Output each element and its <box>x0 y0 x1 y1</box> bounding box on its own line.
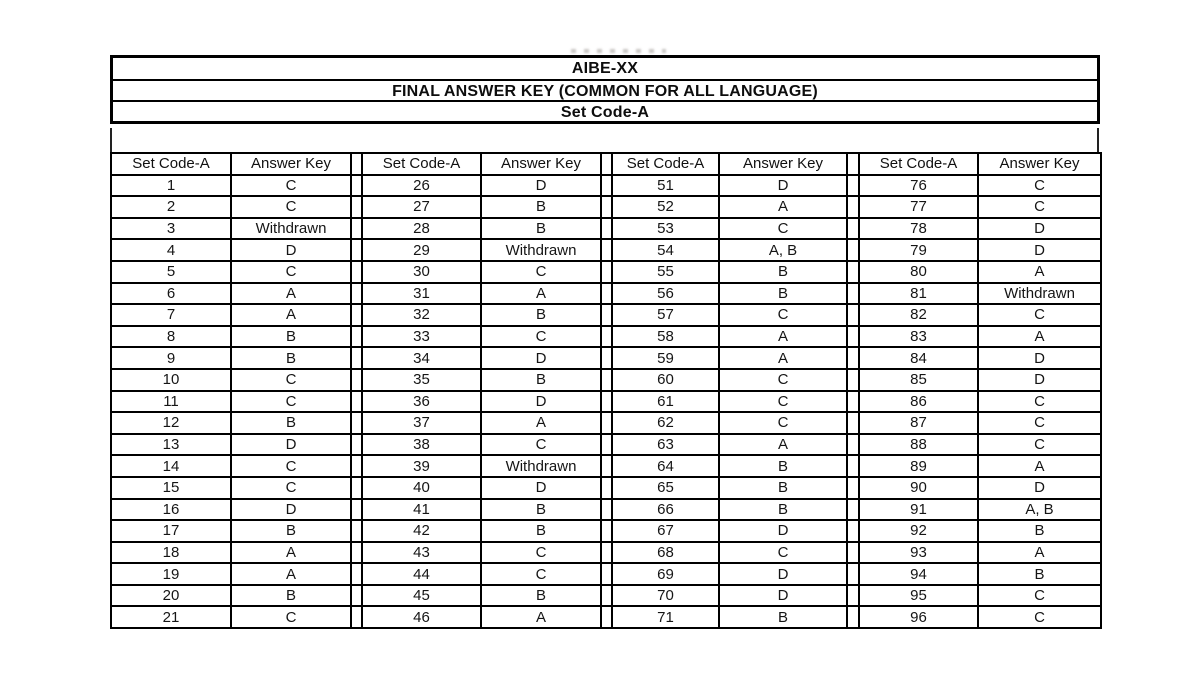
question-number-cell: 8 <box>111 326 231 348</box>
question-number-cell: 92 <box>859 520 978 542</box>
answer-table-header <box>111 153 1101 175</box>
answer-key-cell: A <box>231 542 351 564</box>
group-separator <box>351 218 362 240</box>
group-separator <box>847 412 859 434</box>
question-number-cell: 60 <box>612 369 719 391</box>
answer-row <box>111 261 1101 283</box>
answer-key-cell: C <box>481 563 601 585</box>
answer-key-cell: A <box>231 563 351 585</box>
question-number-cell: 67 <box>612 520 719 542</box>
question-number-cell: 11 <box>111 391 231 413</box>
group-separator <box>601 326 612 348</box>
header-row <box>111 153 1101 175</box>
answer-key-cell: C <box>231 477 351 499</box>
answer-key-cell: A <box>719 196 847 218</box>
answer-key-cell: D <box>978 369 1101 391</box>
question-number-cell: 36 <box>362 391 481 413</box>
question-number-cell: 19 <box>111 563 231 585</box>
group-separator <box>847 477 859 499</box>
answer-key-cell: B <box>231 585 351 607</box>
group-separator <box>351 499 362 521</box>
question-number-cell: 43 <box>362 542 481 564</box>
group-separator <box>351 239 362 261</box>
group-separator <box>601 153 612 175</box>
group-separator <box>601 520 612 542</box>
answer-key-cell: C <box>719 218 847 240</box>
answer-key-cell: B <box>481 218 601 240</box>
group-separator <box>847 196 859 218</box>
question-number-cell: 31 <box>362 283 481 305</box>
answer-row <box>111 455 1101 477</box>
group-separator <box>351 196 362 218</box>
answer-key-cell: B <box>719 606 847 628</box>
answer-key-cell: A <box>978 261 1101 283</box>
answer-row <box>111 326 1101 348</box>
answer-key-cell: D <box>978 347 1101 369</box>
group-separator <box>601 585 612 607</box>
answer-key-cell: D <box>978 239 1101 261</box>
answer-key-cell: C <box>978 304 1101 326</box>
question-number-cell: 5 <box>111 261 231 283</box>
answer-row <box>111 412 1101 434</box>
question-number-cell: 82 <box>859 304 978 326</box>
question-number-cell: 7 <box>111 304 231 326</box>
question-number-cell: 17 <box>111 520 231 542</box>
answer-key-cell: A <box>231 283 351 305</box>
group-separator <box>351 542 362 564</box>
question-number-cell: 32 <box>362 304 481 326</box>
group-separator <box>351 326 362 348</box>
group-separator <box>601 542 612 564</box>
group-separator <box>847 326 859 348</box>
question-number-cell: 26 <box>362 175 481 197</box>
group-separator <box>847 434 859 456</box>
answer-key-cell: C <box>978 391 1101 413</box>
question-number-cell: 57 <box>612 304 719 326</box>
clipped-text-artifact <box>571 49 666 53</box>
question-number-cell: 46 <box>362 606 481 628</box>
group-separator <box>351 283 362 305</box>
question-number-cell: 91 <box>859 499 978 521</box>
answer-key-cell: B <box>719 477 847 499</box>
answer-key-cell: A <box>978 542 1101 564</box>
group-separator <box>601 218 612 240</box>
group-separator <box>847 499 859 521</box>
answer-key-cell: C <box>481 542 601 564</box>
question-number-cell: 83 <box>859 326 978 348</box>
question-number-cell: 15 <box>111 477 231 499</box>
group-separator <box>601 563 612 585</box>
answer-key-cell: D <box>978 477 1101 499</box>
question-number-cell: 16 <box>111 499 231 521</box>
answer-key-cell: C <box>978 585 1101 607</box>
group-separator <box>601 412 612 434</box>
answer-key-cell: D <box>231 434 351 456</box>
answer-key-cell: B <box>481 520 601 542</box>
question-number-cell: 63 <box>612 434 719 456</box>
question-number-cell: 86 <box>859 391 978 413</box>
answer-column-header: Answer Key <box>481 153 601 175</box>
question-number-cell: 89 <box>859 455 978 477</box>
answer-key-cell: A <box>719 347 847 369</box>
question-number-cell: 39 <box>362 455 481 477</box>
question-number-cell: 66 <box>612 499 719 521</box>
question-number-cell: 30 <box>362 261 481 283</box>
group-separator <box>847 218 859 240</box>
question-number-cell: 52 <box>612 196 719 218</box>
answer-row <box>111 434 1101 456</box>
question-column-header: Set Code-A <box>362 153 481 175</box>
answer-row <box>111 239 1101 261</box>
question-number-cell: 38 <box>362 434 481 456</box>
group-separator <box>601 347 612 369</box>
question-number-cell: 41 <box>362 499 481 521</box>
question-number-cell: 6 <box>111 283 231 305</box>
answer-key-cell: B <box>231 412 351 434</box>
answer-row <box>111 563 1101 585</box>
question-number-cell: 40 <box>362 477 481 499</box>
question-number-cell: 29 <box>362 239 481 261</box>
question-number-cell: 95 <box>859 585 978 607</box>
answer-table-body <box>111 175 1101 628</box>
answer-key-cell: B <box>481 499 601 521</box>
question-number-cell: 68 <box>612 542 719 564</box>
group-separator <box>847 585 859 607</box>
answer-row <box>111 520 1101 542</box>
question-number-cell: 37 <box>362 412 481 434</box>
answer-row <box>111 369 1101 391</box>
answer-key-cell: A <box>481 283 601 305</box>
question-number-cell: 62 <box>612 412 719 434</box>
question-number-cell: 1 <box>111 175 231 197</box>
answer-key-cell: B <box>231 326 351 348</box>
title-set-code: Set Code-A <box>113 100 1097 121</box>
question-number-cell: 56 <box>612 283 719 305</box>
group-separator <box>601 196 612 218</box>
title-exam-name: AIBE-XX <box>571 60 639 77</box>
group-separator <box>601 391 612 413</box>
group-separator <box>847 455 859 477</box>
answer-row <box>111 347 1101 369</box>
question-number-cell: 9 <box>111 347 231 369</box>
answer-key-cell: A, B <box>978 499 1101 521</box>
answer-key-cell: C <box>481 326 601 348</box>
answer-key-cell: A <box>481 412 601 434</box>
answer-key-cell: B <box>719 283 847 305</box>
question-number-cell: 20 <box>111 585 231 607</box>
question-number-cell: 27 <box>362 196 481 218</box>
answer-key-cell: C <box>231 391 351 413</box>
answer-key-table <box>110 152 1102 629</box>
question-column-header: Set Code-A <box>612 153 719 175</box>
question-number-cell: 71 <box>612 606 719 628</box>
answer-key-cell: D <box>231 239 351 261</box>
answer-key-cell: D <box>719 585 847 607</box>
question-number-cell: 45 <box>362 585 481 607</box>
group-separator <box>601 175 612 197</box>
answer-row <box>111 196 1101 218</box>
answer-key-cell: C <box>481 261 601 283</box>
answer-key-cell: C <box>231 606 351 628</box>
answer-key-cell: B <box>978 563 1101 585</box>
group-separator <box>847 153 859 175</box>
title-block <box>110 55 1100 124</box>
answer-row <box>111 175 1101 197</box>
question-number-cell: 78 <box>859 218 978 240</box>
question-number-cell: 10 <box>111 369 231 391</box>
question-number-cell: 55 <box>612 261 719 283</box>
question-number-cell: 65 <box>612 477 719 499</box>
answer-column-header: Answer Key <box>719 153 847 175</box>
question-number-cell: 96 <box>859 606 978 628</box>
group-separator <box>601 283 612 305</box>
answer-key-cell: D <box>719 520 847 542</box>
answer-key-cell: C <box>978 175 1101 197</box>
answer-key-cell: D <box>719 563 847 585</box>
group-separator <box>847 542 859 564</box>
answer-key-cell: Withdrawn <box>978 283 1101 305</box>
answer-key-cell: C <box>231 369 351 391</box>
question-number-cell: 59 <box>612 347 719 369</box>
group-separator <box>351 585 362 607</box>
group-separator <box>351 455 362 477</box>
answer-key-cell: B <box>481 585 601 607</box>
question-number-cell: 93 <box>859 542 978 564</box>
answer-key-cell: C <box>231 261 351 283</box>
answer-key-cell: B <box>719 261 847 283</box>
group-separator <box>601 304 612 326</box>
answer-column-header: Answer Key <box>978 153 1101 175</box>
question-number-cell: 85 <box>859 369 978 391</box>
answer-key-cell: C <box>231 455 351 477</box>
answer-key-cell: A <box>231 304 351 326</box>
group-separator <box>351 434 362 456</box>
question-number-cell: 87 <box>859 412 978 434</box>
answer-key-cell: B <box>481 196 601 218</box>
group-separator <box>601 455 612 477</box>
question-number-cell: 64 <box>612 455 719 477</box>
answer-row <box>111 304 1101 326</box>
question-number-cell: 35 <box>362 369 481 391</box>
group-separator <box>351 304 362 326</box>
group-separator <box>351 563 362 585</box>
question-number-cell: 90 <box>859 477 978 499</box>
group-separator <box>847 520 859 542</box>
answer-row <box>111 542 1101 564</box>
question-number-cell: 94 <box>859 563 978 585</box>
group-separator <box>351 347 362 369</box>
question-number-cell: 53 <box>612 218 719 240</box>
group-separator <box>847 283 859 305</box>
group-separator <box>601 239 612 261</box>
group-separator <box>847 563 859 585</box>
answer-key-cell: D <box>481 477 601 499</box>
answer-key-cell: B <box>481 369 601 391</box>
question-number-cell: 58 <box>612 326 719 348</box>
answer-key-cell: B <box>231 520 351 542</box>
answer-key-cell: D <box>481 347 601 369</box>
question-number-cell: 34 <box>362 347 481 369</box>
answer-key-cell: C <box>978 412 1101 434</box>
group-separator <box>601 477 612 499</box>
answer-key-cell: C <box>719 391 847 413</box>
question-number-cell: 21 <box>111 606 231 628</box>
question-number-cell: 88 <box>859 434 978 456</box>
answer-key-cell: D <box>481 175 601 197</box>
question-number-cell: 81 <box>859 283 978 305</box>
answer-key-cell: C <box>978 196 1101 218</box>
question-number-cell: 33 <box>362 326 481 348</box>
answer-key-cell: Withdrawn <box>481 455 601 477</box>
answer-key-cell: A <box>978 455 1101 477</box>
answer-key-cell: Withdrawn <box>481 239 601 261</box>
group-separator <box>601 434 612 456</box>
title-answer-key-heading: FINAL ANSWER KEY (COMMON FOR ALL LANGUAGE) <box>113 79 1097 100</box>
question-number-cell: 14 <box>111 455 231 477</box>
answer-key-cell: Withdrawn <box>231 218 351 240</box>
answer-row <box>111 585 1101 607</box>
answer-key-cell: C <box>978 434 1101 456</box>
group-separator <box>847 369 859 391</box>
group-separator <box>351 520 362 542</box>
group-separator <box>847 239 859 261</box>
answer-key-cell: A <box>719 434 847 456</box>
answer-column-header: Answer Key <box>231 153 351 175</box>
group-separator <box>351 261 362 283</box>
answer-key-cell: C <box>719 369 847 391</box>
question-number-cell: 76 <box>859 175 978 197</box>
question-number-cell: 4 <box>111 239 231 261</box>
answer-key-cell: B <box>481 304 601 326</box>
answer-row <box>111 218 1101 240</box>
question-number-cell: 2 <box>111 196 231 218</box>
question-column-header: Set Code-A <box>859 153 978 175</box>
group-separator <box>847 347 859 369</box>
answer-key-cell: C <box>719 542 847 564</box>
question-number-cell: 54 <box>612 239 719 261</box>
answer-key-cell: C <box>719 412 847 434</box>
question-number-cell: 18 <box>111 542 231 564</box>
group-separator <box>847 606 859 628</box>
answer-row <box>111 606 1101 628</box>
answer-row <box>111 499 1101 521</box>
question-number-cell: 79 <box>859 239 978 261</box>
question-number-cell: 44 <box>362 563 481 585</box>
group-separator <box>351 477 362 499</box>
answer-key-cell: A <box>481 606 601 628</box>
group-separator <box>601 499 612 521</box>
group-separator <box>351 606 362 628</box>
left-gap-gridline <box>110 128 112 155</box>
answer-row <box>111 283 1101 305</box>
answer-key-cell: C <box>719 304 847 326</box>
answer-key-cell: A <box>978 326 1101 348</box>
group-separator <box>847 304 859 326</box>
group-separator <box>601 261 612 283</box>
answer-key-cell: B <box>719 455 847 477</box>
question-number-cell: 3 <box>111 218 231 240</box>
question-number-cell: 69 <box>612 563 719 585</box>
group-separator <box>351 153 362 175</box>
answer-key-cell: C <box>231 175 351 197</box>
group-separator <box>601 606 612 628</box>
answer-key-cell: B <box>231 347 351 369</box>
answer-key-cell: D <box>481 391 601 413</box>
answer-key-cell: C <box>481 434 601 456</box>
answer-key-cell: D <box>231 499 351 521</box>
answer-key-cell: C <box>231 196 351 218</box>
question-number-cell: 12 <box>111 412 231 434</box>
answer-key-cell: D <box>719 175 847 197</box>
answer-key-cell: C <box>978 606 1101 628</box>
question-number-cell: 13 <box>111 434 231 456</box>
question-number-cell: 42 <box>362 520 481 542</box>
question-column-header: Set Code-A <box>111 153 231 175</box>
group-separator <box>351 391 362 413</box>
right-gap-gridline <box>1097 128 1099 155</box>
group-separator <box>847 261 859 283</box>
answer-row <box>111 391 1101 413</box>
group-separator <box>847 175 859 197</box>
answer-key-cell: B <box>978 520 1101 542</box>
question-number-cell: 77 <box>859 196 978 218</box>
question-number-cell: 51 <box>612 175 719 197</box>
group-separator <box>351 412 362 434</box>
group-separator <box>601 369 612 391</box>
question-number-cell: 28 <box>362 218 481 240</box>
answer-key-cell: A, B <box>719 239 847 261</box>
question-number-cell: 70 <box>612 585 719 607</box>
question-number-cell: 80 <box>859 261 978 283</box>
answer-key-cell: B <box>719 499 847 521</box>
group-separator <box>351 175 362 197</box>
question-number-cell: 84 <box>859 347 978 369</box>
group-separator <box>847 391 859 413</box>
answer-key-cell: D <box>978 218 1101 240</box>
question-number-cell: 61 <box>612 391 719 413</box>
group-separator <box>351 369 362 391</box>
answer-key-cell: A <box>719 326 847 348</box>
answer-row <box>111 477 1101 499</box>
